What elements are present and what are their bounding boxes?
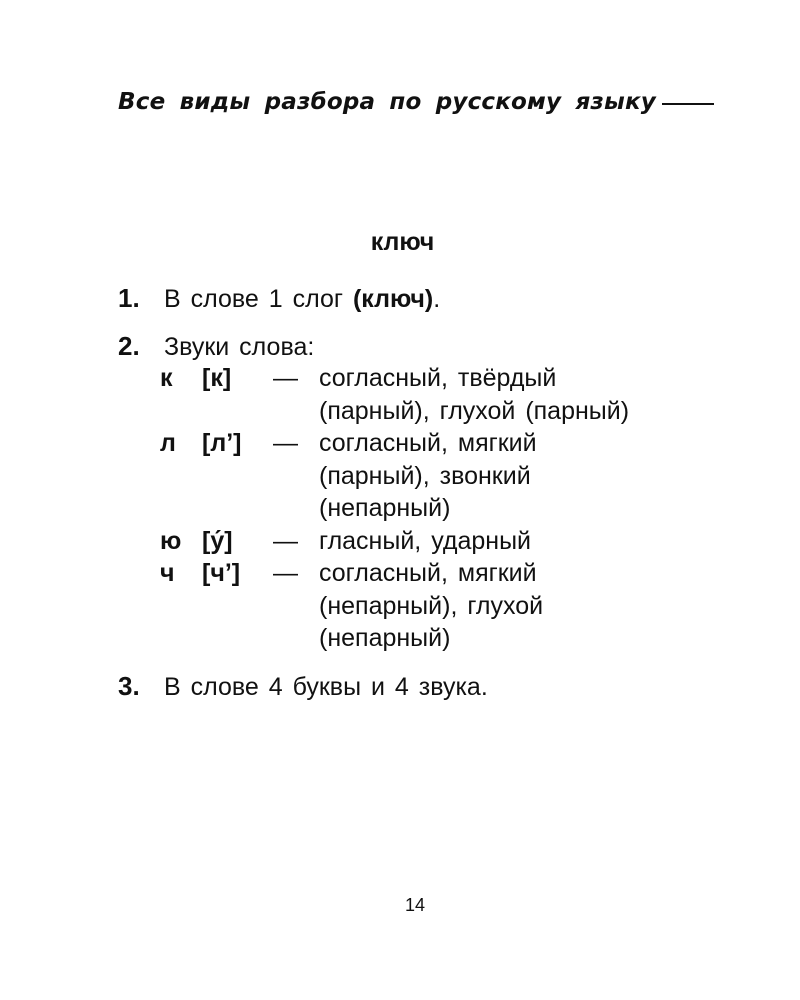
step-text: В слове 1 слог [164, 285, 353, 313]
word-title: ключ [370, 228, 435, 256]
description-line: (парный), глухой (парный) [319, 396, 630, 425]
transcription-cell: [у́] [202, 526, 233, 555]
letter-cell: к [160, 364, 173, 392]
step-counts [118, 670, 758, 703]
description-cell [319, 525, 629, 558]
description-line: согласный, мягкий [319, 429, 537, 457]
sound-row [160, 427, 629, 525]
step-text: Звуки слова: [164, 333, 315, 361]
description-line: (парный), звонкий [319, 461, 531, 490]
running-header-title: Все виды разбора по русскому языку [118, 89, 656, 115]
description-line: (непарный) [319, 624, 451, 652]
transcription-cell: [к] [202, 364, 232, 392]
step-bold-word: (ключ) [352, 285, 434, 313]
dash-cell: — [273, 526, 298, 555]
step-number: 2. [118, 331, 140, 361]
dash-cell: — [273, 364, 298, 392]
dash-cell: — [273, 429, 298, 457]
letter-cell: ю [160, 526, 182, 555]
description-cell [319, 362, 629, 427]
dash-cell: — [273, 559, 298, 587]
step-number: 3. [118, 671, 140, 701]
sound-row [160, 557, 629, 655]
description-cell [319, 557, 629, 655]
description-cell [319, 427, 629, 525]
description-line: (непарный), глухой [319, 591, 544, 620]
letter-cell: ч [160, 559, 175, 587]
description-line: согласный, мягкий [319, 559, 537, 587]
step-syllables [118, 282, 758, 315]
sounds-table [160, 362, 629, 655]
description-line: согласный, твёрдый [319, 364, 557, 392]
sound-row [160, 362, 629, 427]
header-rule [662, 103, 714, 105]
step-number: 1. [118, 283, 140, 313]
transcription-cell: [ч’] [202, 559, 241, 587]
running-header [118, 84, 714, 120]
step-sounds [118, 330, 758, 363]
page-number: 14 [404, 895, 426, 915]
transcription-cell: [л’] [202, 429, 242, 457]
step-text: В слове 4 буквы и 4 звука. [164, 673, 488, 701]
letter-cell: л [160, 429, 176, 457]
step-end-punct: . [433, 285, 441, 313]
description-line: гласный, ударный [319, 526, 531, 555]
description-line: (непарный) [319, 494, 451, 522]
sound-row [160, 525, 629, 558]
